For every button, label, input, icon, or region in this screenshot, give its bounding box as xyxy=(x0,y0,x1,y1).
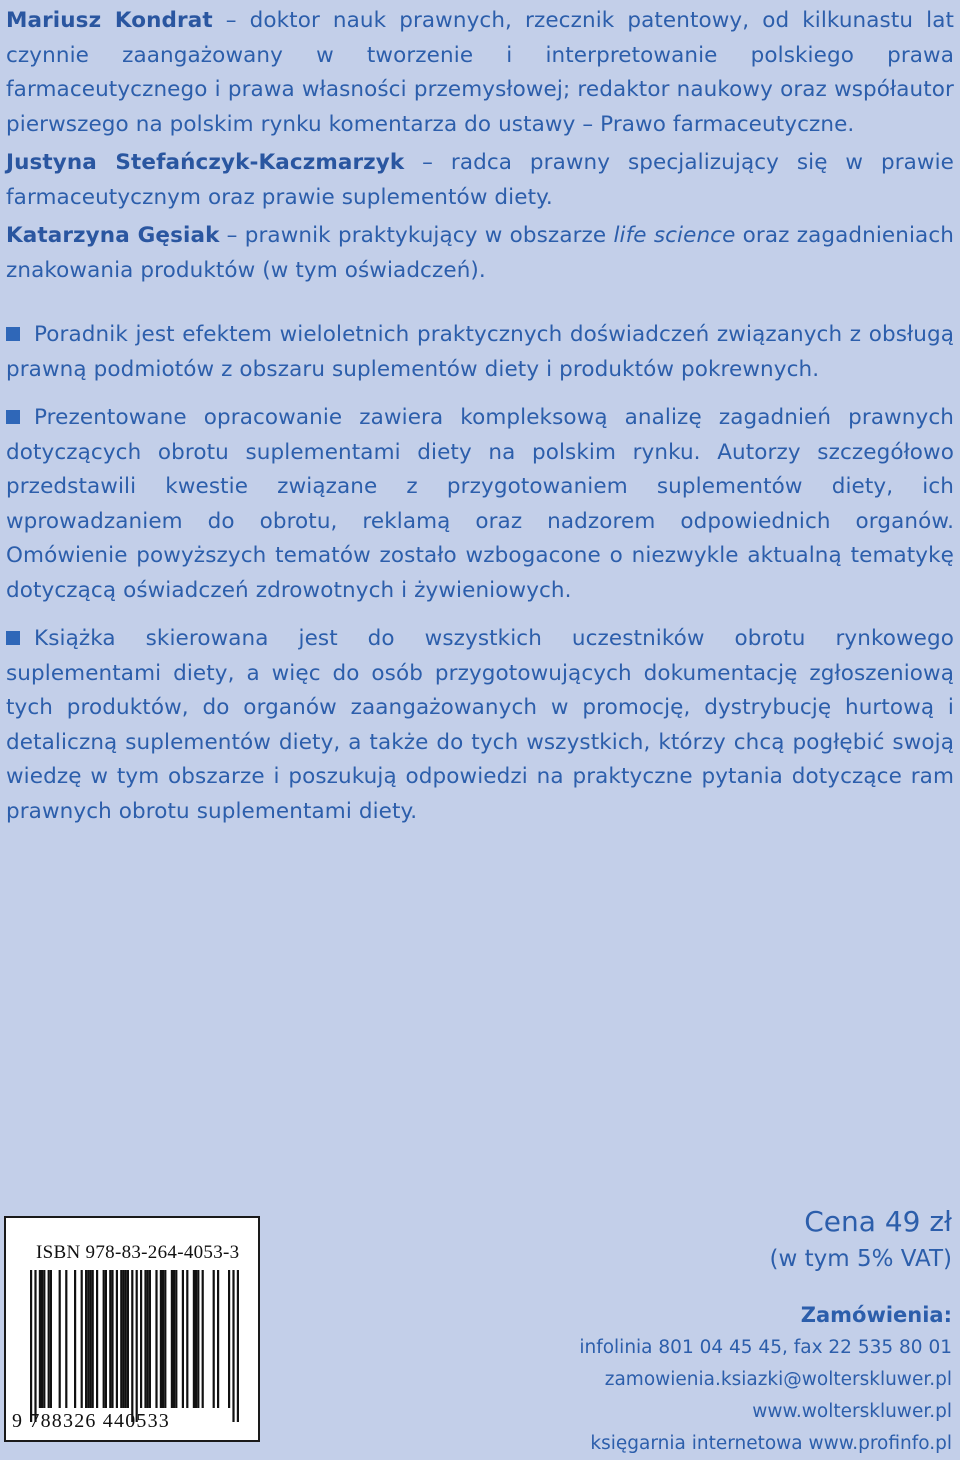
barcode-bar xyxy=(39,1270,41,1408)
barcode-bar xyxy=(50,1270,52,1408)
barcode-bars xyxy=(6,1218,258,1440)
barcode-bar xyxy=(43,1270,45,1408)
barcode-bar xyxy=(217,1270,219,1408)
orders-bookstore: księgarnia internetowa www.profinfo.pl xyxy=(590,1433,952,1454)
author-bio xyxy=(6,219,954,288)
square-bullet-icon xyxy=(6,327,20,341)
barcode-bar xyxy=(193,1270,195,1408)
barcode xyxy=(4,1216,260,1442)
barcode-bar xyxy=(149,1270,151,1408)
book-description xyxy=(6,318,954,829)
barcode-bar xyxy=(144,1270,146,1408)
barcode-bar xyxy=(175,1270,177,1408)
orders-title: Zamówienia: xyxy=(800,1303,952,1327)
author-bio xyxy=(6,4,954,142)
barcode-bar xyxy=(109,1270,111,1408)
barcode-bar xyxy=(228,1270,230,1408)
barcode-bar xyxy=(92,1270,94,1408)
author-description: – doktor nauk prawnych, rzecznik patentowy, od kilkunastu lat czynnie zaangażowany w tworzenie i interpretowanie polskiego prawa farmaceutycznego i prawa własności przemysłowej; redaktor naukowy oraz współautor pierwszego na polskim rynku komentarza do ustawy – Prawo farmaceutyczne. xyxy=(6,8,955,137)
barcode-bar xyxy=(48,1270,50,1408)
barcode-bar xyxy=(237,1270,239,1422)
description-paragraph: Prezentowane opracowanie zawiera kompleksową analizę zagadnień prawnych dotyczących obrotu suplementami diety na polskim rynku. Autorzy szczegółowo przedstawili kwestie związane z przygotowaniem suplementów diety, ich wprowadzaniem do obrotu, reklamą oraz nadzorem odpowiednich organów. Omówienie powyższych tematów zostało wzbogacone o niezwykle aktualną tematykę dotyczącą oświadczeń zdrowotnych i żywieniowych. xyxy=(6,405,954,603)
author-bio xyxy=(6,146,954,215)
isbn-label: ISBN 978-83-264-4053-3 xyxy=(36,1242,240,1263)
barcode-bar xyxy=(59,1270,61,1408)
barcode-bar xyxy=(140,1270,142,1408)
barcode-bar xyxy=(89,1270,91,1408)
barcode-bar xyxy=(131,1270,133,1422)
price-block xyxy=(770,1202,952,1276)
barcode-bar xyxy=(162,1270,164,1408)
barcode-bar xyxy=(232,1270,234,1422)
barcode-bar xyxy=(81,1270,83,1408)
barcode-bar xyxy=(125,1270,127,1408)
square-bullet-icon xyxy=(6,410,20,424)
author-name: Mariusz Kondrat xyxy=(6,8,213,33)
description-paragraph: Książka skierowana jest do wszystkich uczestników obrotu rynkowego suplementami diety, a więc do osób przygotowujących dokumentację zgłoszeniową tych produktów, do organów zaangażowanych w promocję, dystrybucję hurtową i detaliczną suplementów diety, a także do tych wszystkich, którzy chcą pogłębić swoją wiedzę w tym obszarze i poszukują odpowiedzi na praktyczne pytania dotyczące ram prawnych obrotu suplementami diety. xyxy=(6,626,954,824)
barcode-bar xyxy=(202,1270,204,1408)
price: Cena 49 zł xyxy=(804,1205,952,1238)
barcode-bar xyxy=(155,1270,157,1408)
barcode-bar xyxy=(127,1270,129,1408)
barcode-digits: 9 788326 440533 xyxy=(12,1410,170,1432)
barcode-bar xyxy=(41,1270,43,1408)
barcode-bar xyxy=(195,1270,197,1408)
orders-phone: infolinia 801 04 45 45, fax 22 535 80 01 xyxy=(579,1337,952,1358)
barcode-bar xyxy=(85,1270,87,1408)
barcode-bar xyxy=(136,1270,138,1422)
barcode-bar xyxy=(173,1270,175,1408)
barcode-bar xyxy=(105,1270,107,1408)
barcode-bar xyxy=(147,1270,149,1408)
barcode-bar xyxy=(164,1270,166,1408)
barcode-bar xyxy=(30,1270,32,1422)
barcode-bar xyxy=(34,1270,36,1422)
author-name: Katarzyna Gęsiak xyxy=(6,223,220,248)
back-cover-text xyxy=(6,4,954,843)
barcode-bar xyxy=(87,1270,89,1408)
barcode-bar xyxy=(120,1270,122,1408)
author-description-italic: life science xyxy=(613,223,736,248)
author-description: oraz zagadnieniach znakowania produktów (w tym oświadczeń). xyxy=(6,223,954,283)
barcode-bar xyxy=(197,1270,199,1408)
author-description: – radca prawny specjalizujący się w prawie farmaceutycznym oraz prawie suplementów diety. xyxy=(6,150,954,210)
barcode-bar xyxy=(160,1270,162,1408)
barcode-bar xyxy=(74,1270,76,1408)
orders-website: www.wolterskluwer.pl xyxy=(752,1401,952,1422)
barcode-bar xyxy=(213,1270,215,1408)
description-paragraph: Poradnik jest efektem wieloletnich praktycznych doświadczeń związanych z obsługą prawną podmiotów z obszaru suplementów diety i produktów pokrewnych. xyxy=(6,322,954,382)
author-description: – prawnik praktykujący w obszarze xyxy=(219,223,614,248)
author-name: Justyna Stefańczyk-Kaczmarzyk xyxy=(6,150,405,175)
barcode-bar xyxy=(65,1270,67,1408)
orders-block xyxy=(579,1298,952,1460)
barcode-bar xyxy=(116,1270,118,1408)
barcode-bar xyxy=(186,1270,188,1408)
barcode-bar xyxy=(182,1270,184,1408)
barcode-bar xyxy=(122,1270,124,1408)
barcode-bar xyxy=(103,1270,105,1408)
barcode-bar xyxy=(171,1270,173,1408)
orders-email: zamowienia.ksiazki@wolterskluwer.pl xyxy=(604,1369,952,1390)
square-bullet-icon xyxy=(6,631,20,645)
barcode-bar xyxy=(96,1270,98,1408)
barcode-bar xyxy=(111,1270,113,1408)
price-vat: (w tym 5% VAT) xyxy=(769,1246,952,1272)
